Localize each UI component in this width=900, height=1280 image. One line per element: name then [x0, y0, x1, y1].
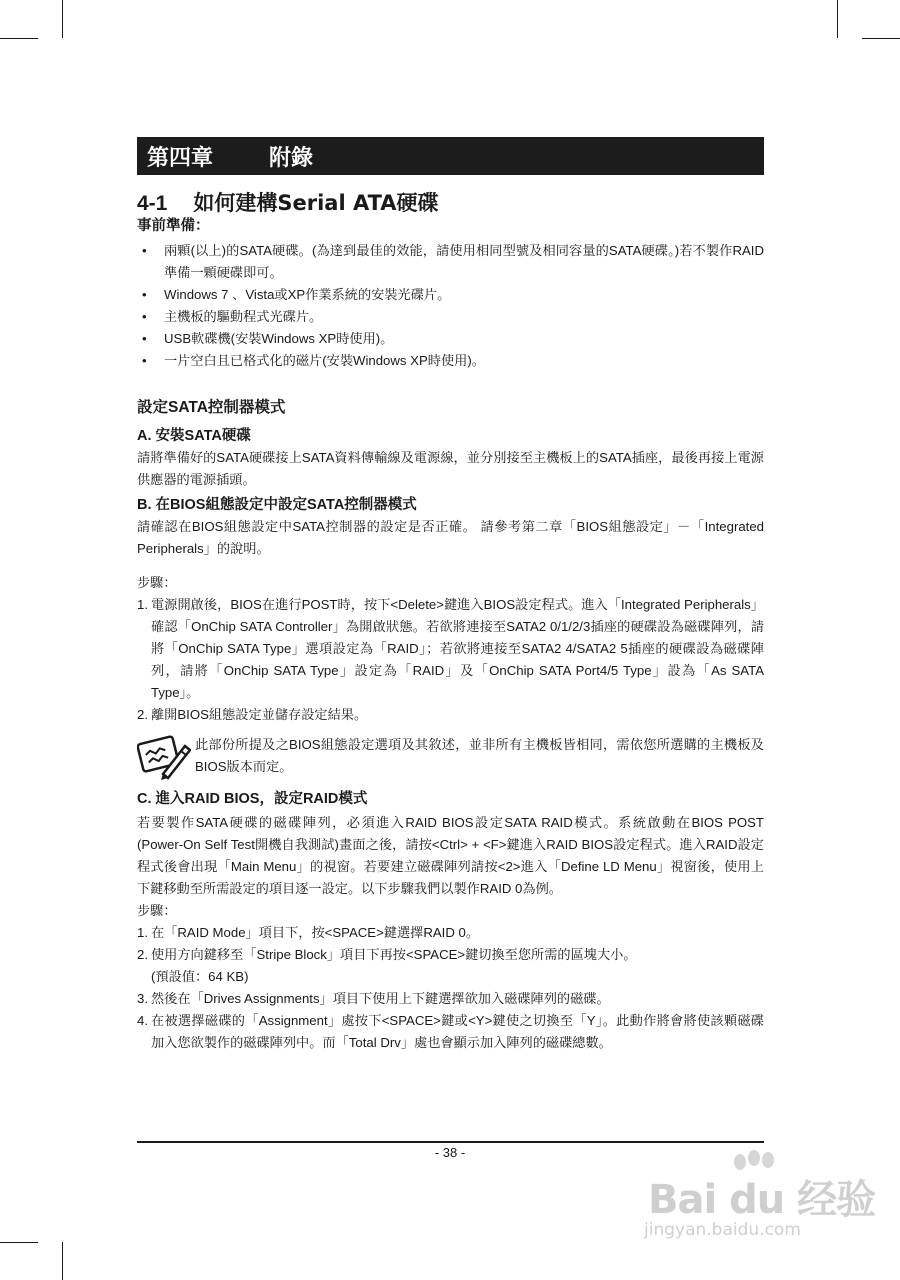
part-a	[137, 425, 764, 491]
list-item	[137, 988, 764, 1010]
list-item	[137, 594, 764, 704]
crop-mark	[862, 38, 900, 39]
page-number: - 38 -	[434, 1145, 466, 1160]
crop-mark	[837, 0, 838, 38]
step-text: 在「RAID Mode」項目下，按<SPACE>鍵選擇RAID 0。	[151, 925, 480, 940]
crop-mark	[62, 1242, 63, 1280]
part-c	[137, 788, 764, 1054]
step-number: 1.	[137, 597, 148, 612]
section-title	[137, 187, 439, 217]
step-text: 使用方向鍵移至「Stripe Block」項目下再按<SPACE>鍵切換至您所需的區塊大小。 (預設值：64 KB)	[151, 947, 637, 984]
chapter-header	[137, 137, 764, 175]
step-number: 3.	[137, 991, 148, 1006]
part-c-text: 若要製作SATA硬碟的磁碟陣列，必須進入RAID BIOS設定SATA RAID模式。系統啟動在BIOS POST (Power-On Self Test開機自我測試)畫面之後，請按<Ctrl> + <F>鍵進入RAID BIOS設定程式。進入RAID設定程式後會出現「Main Menu」的視窗。若要建立磁碟陣列請按<2>進入「Define LD Menu」視窗後，使用上下鍵移動至所需設定的項目逐一設定。以下步驟我們以製作RAID 0為例。	[137, 815, 764, 896]
part-b-heading: B. 在BIOS組態設定中設定SATA控制器模式	[137, 497, 417, 513]
watermark-url: jingyan.baidu.com	[644, 1220, 801, 1240]
list-item: • USB軟碟機(安裝Windows XP時使用)。	[137, 328, 764, 350]
part-b-steps	[137, 594, 764, 726]
list-item	[137, 1010, 764, 1054]
step-text: 離開BIOS組態設定並儲存設定結果。	[151, 707, 368, 722]
step-number: 2.	[137, 947, 148, 962]
prep-heading: 事前準備：	[137, 218, 210, 234]
chapter-number: 第四章	[147, 144, 214, 171]
list-item: • 一片空白且已格式化的磁片(安裝Windows XP時使用)。	[137, 350, 764, 372]
part-b	[137, 494, 764, 726]
crop-mark	[0, 1242, 38, 1243]
step-number: 4.	[137, 1013, 148, 1028]
note-pencil-icon	[137, 734, 191, 782]
list-item	[137, 922, 764, 944]
step-text: 在被選擇磁碟的「Assignment」處按下<SPACE>鍵或<Y>鍵使之切換至「Y」。此動作將會將使該顆磁碟加入您欲製作的磁碟陣列中。而「Total Drv」處也會顯示加入陣列的磁碟總數。	[151, 1013, 764, 1050]
prep-section	[137, 215, 764, 372]
list-item	[137, 704, 764, 726]
part-c-heading: C. 進入RAID BIOS，設定RAID模式	[137, 791, 368, 807]
prep-list	[137, 240, 764, 372]
step-text: 電源開啟後，BIOS在進行POST時，按下<Delete>鍵進入BIOS設定程式。進入「Integrated Peripherals」確認「OnChip SATA Controller」為開啟狀態。若欲將連接至SATA2 0/1/2/3插座的硬碟設為磁碟陣列，請將「OnChip SATA Type」選項設定為「RAID」；若欲將連接至SATA2 4/SATA2 5插座的硬碟設為磁碟陣列，請將「OnChip SATA Type」設定為「RAID」及「OnChip SATA Port4/5 Type」設為「As SATA Type」。	[151, 597, 764, 700]
section-number: 4-1	[137, 192, 168, 215]
part-c-steps-label: 步驟：	[137, 903, 177, 918]
step-number: 1.	[137, 925, 148, 940]
step-text: 然後在「Drives Assignments」項目下使用上下鍵選擇欲加入磁碟陣列的磁碟。	[151, 991, 610, 1006]
watermark	[640, 1150, 885, 1250]
section-name: 如何建構Serial ATA硬碟	[193, 191, 439, 215]
part-a-heading: A. 安裝SATA硬碟	[137, 428, 251, 444]
sata-mode-heading: 設定SATA控制器模式	[137, 399, 286, 416]
footer-rule	[137, 1141, 764, 1143]
part-b-text: 請確認在BIOS組態設定中SATA控制器的設定是否正確。 請參考第二章「BIOS組態設定」－「Integrated Peripherals」的說明。	[137, 519, 764, 556]
list-item	[137, 944, 764, 988]
step-number: 2.	[137, 707, 148, 722]
crop-mark	[62, 0, 63, 38]
part-b-steps-label: 步驟：	[137, 575, 177, 590]
note-text: 此部份所提及之BIOS組態設定選項及其敘述，並非所有主機板皆相同，需依您所選購的主機板及BIOS版本而定。	[195, 737, 764, 774]
crop-mark	[0, 38, 38, 39]
part-c-steps	[137, 922, 764, 1054]
chapter-title: 附錄	[269, 144, 314, 171]
list-item: • Windows 7 、Vista或XP作業系統的安裝光碟片。	[137, 284, 764, 306]
watermark-logo: Bai du 经验	[648, 1177, 876, 1223]
list-item: • 兩顆(以上)的SATA硬碟。(為達到最佳的效能，請使用相同型號及相同容量的SATA硬碟。)若不製作RAID準備一顆硬碟即可。	[137, 240, 764, 284]
part-a-text: 請將準備好的SATA硬碟接上SATA資料傳輸線及電源線，並分別接至主機板上的SATA插座，最後再接上電源供應器的電源插頭。	[137, 450, 764, 487]
list-item: • 主機板的驅動程式光碟片。	[137, 306, 764, 328]
